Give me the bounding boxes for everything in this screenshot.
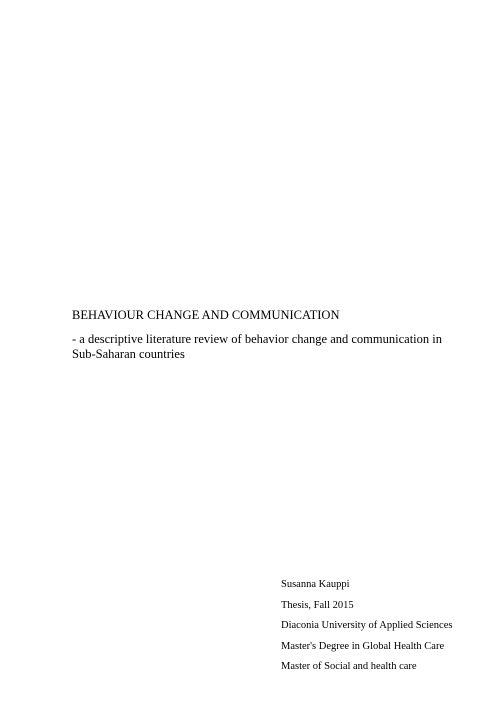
thesis-title: BEHAVIOUR CHANGE AND COMMUNICATION [72,308,340,322]
program-name: Master of Social and health care [281,661,417,672]
title-block [72,307,472,362]
degree-name: Master's Degree in Global Health Care [281,640,445,652]
author-name: Susanna Kauppi [281,579,350,590]
author-info-block [281,575,491,678]
subtitle-line-1: - a descriptive literature review of behavior change and communication in [72,332,442,346]
thesis-subtitle [72,332,472,362]
subtitle-line-2: Sub-Saharan countries [72,347,185,361]
thesis-term: Thesis, Fall 2015 [281,599,354,611]
institution-name: Diaconia University of Applied Sciences [281,620,453,631]
